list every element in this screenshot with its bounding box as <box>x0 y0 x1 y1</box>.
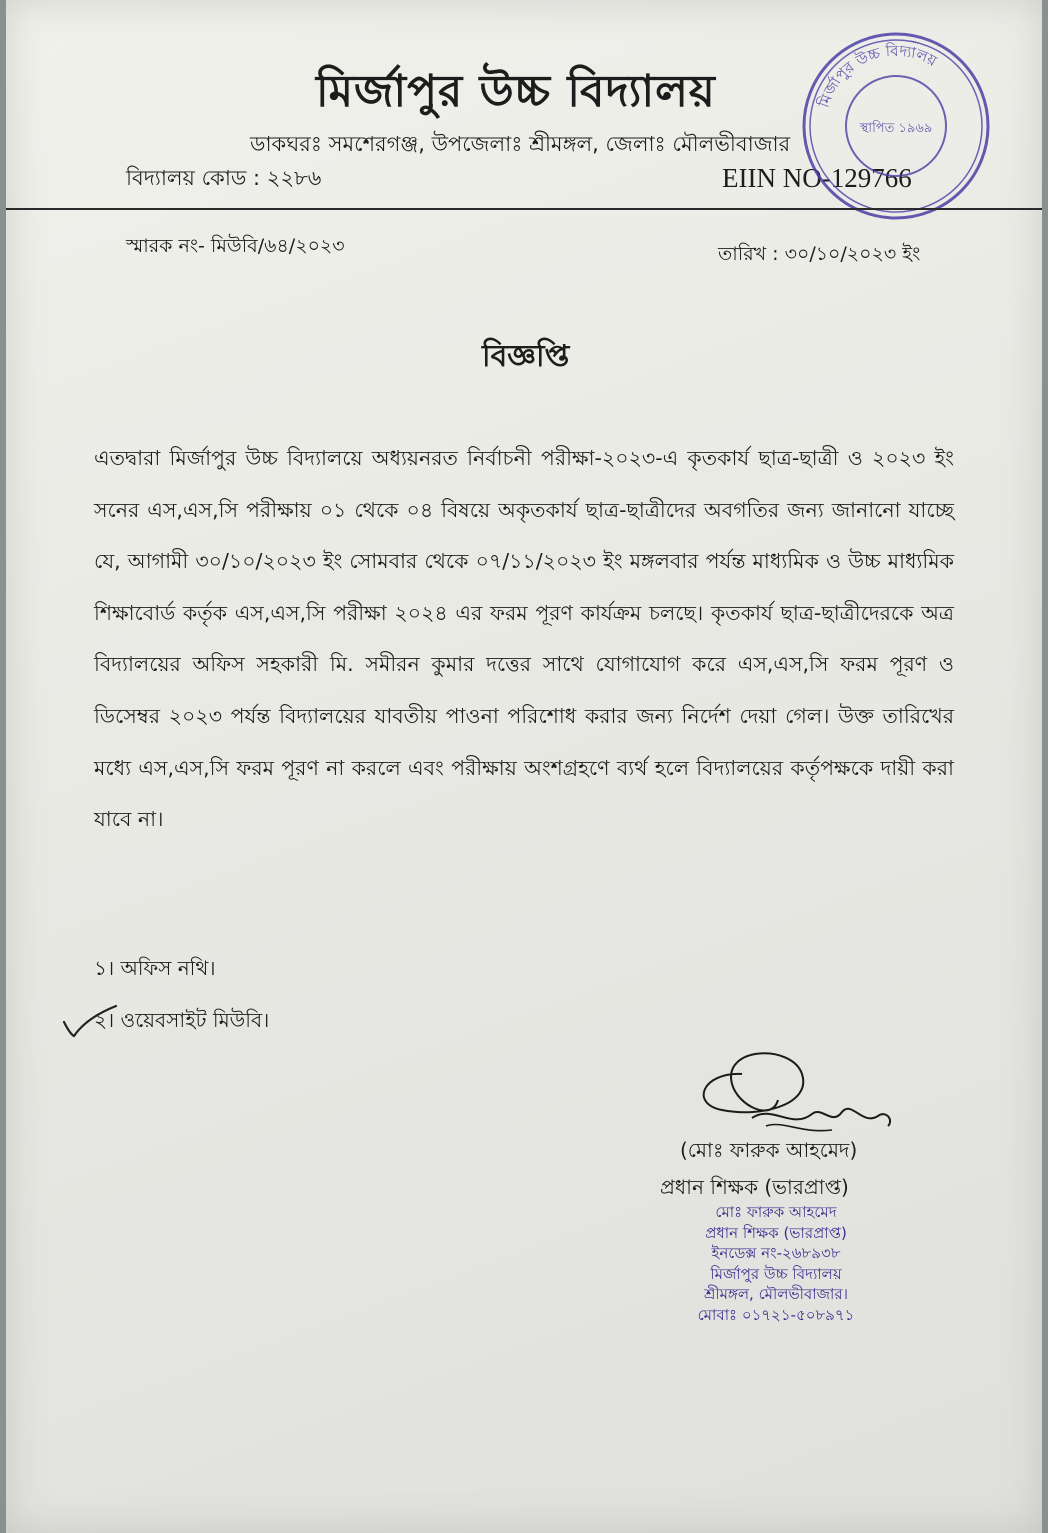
school-address: ডাকঘরঃ সমশেরগঞ্জ, উপজেলাঃ শ্রীমঙ্গল, জেলাঃ মৌলভীবাজার <box>250 132 791 156</box>
notice-heading: বিজ্ঞপ্তি <box>482 339 570 374</box>
seal-line-designation: প্রধান শিক্ষক (ভারপ্রাপ্ত) <box>705 1223 847 1242</box>
school-code: বিদ্যালয় কোড : ২২৮৬ <box>126 166 322 190</box>
signatory-title: প্রধান শিক্ষক (ভারপ্রাপ্ত) <box>660 1175 849 1199</box>
memo-date: তারিখ : ৩০/১০/২০২৩ ইং <box>718 243 921 265</box>
seal-line-mobile: মোবাঃ ০১৭২১-৫০৮৯৭১ <box>697 1305 855 1324</box>
stamp-ring-text: মির্জাপুর উচ্চ বিদ্যালয় <box>814 41 940 110</box>
svg-text:মির্জাপুর উচ্চ বিদ্যালয় <box>814 42 941 111</box>
header-divider <box>6 208 1042 210</box>
document-page <box>6 0 1042 1533</box>
school-stamp <box>798 28 994 224</box>
stamp-center-text: স্থাপিত ১৯৬৯ <box>859 121 933 136</box>
eiin-number: EIIN NO-129766 <box>722 163 912 193</box>
seal-line-name: মোঃ ফারুক আহমেদ <box>715 1203 837 1221</box>
seal-line-location: শ্রীমঙ্গল, মৌলভীবাজার। <box>703 1285 849 1303</box>
seal-line-school: মির্জাপুর উচ্চ বিদ্যালয় <box>710 1264 842 1283</box>
distribution-item-2: ২। ওয়েবসাইট মিউবি। <box>94 1008 270 1032</box>
school-name: মির্জাপুর উচ্চ বিদ্যালয় <box>316 66 716 117</box>
seal-line-index: ইনডেক্স নং-২৬৮৯৩৮ <box>711 1244 841 1262</box>
official-seal <box>666 1202 886 1325</box>
signature-image <box>682 1034 902 1144</box>
signatory-name: (মোঃ ফারুক আহমেদ) <box>680 1138 858 1162</box>
memo-reference: স্মারক নং- মিউবি/৬৪/২০২৩ <box>126 235 345 257</box>
distribution-item-1: ১। অফিস নথি। <box>94 956 216 980</box>
notice-body: এতদ্বারা মির্জাপুর উচ্চ বিদ্যালয়ে অধ্যয়নরত নির্বাচনী পরীক্ষা-২০২৩-এ কৃতকার্য ছাত্র-ছাত্রী ও ২০২৩ ইং সনের এস,এস,সি পরীক্ষায় ০১ থেকে ০৪ বিষয়ে অকৃতকার্য ছাত্র-ছাত্রীদের অবগতির জন্য জানানো যাচ্ছে যে, আগামী ৩০/১০/২০২৩ ইং সোমবার থেকে ০৭/১১/২০২৩ ইং মঙ্গলবার পর্যন্ত মাধ্যমিক ও উচ্চ মাধ্যমিক শিক্ষাবোর্ড কর্তৃক এস,এস,সি পরীক্ষা ২০২৪ এর ফরম পূরণ কার্যক্রম চলছে। কৃতকার্য ছাত্র-ছাত্রীদেরকে অত্র বিদ্যালয়ের অফিস সহকারী মি. সমীরন কুমার দত্তের সাথে যোগাযোগ করে এস,এস,সি ফরম পূরণ ও ডিসেম্বর ২০২৩ পর্যন্ত বিদ্যালয়ের যাবতীয় পাওনা পরিশোধ করার জন্য নির্দেশ দেয়া গেল। উক্ত তারিখের মধ্যে এস,এস,সি ফরম পূরণ না করলে এবং পরীক্ষায় অংশগ্রহণে ব্যর্থ হলে বিদ্যালয়ের কর্তৃপক্ষকে দায়ী করা যাবে না। <box>94 446 954 832</box>
